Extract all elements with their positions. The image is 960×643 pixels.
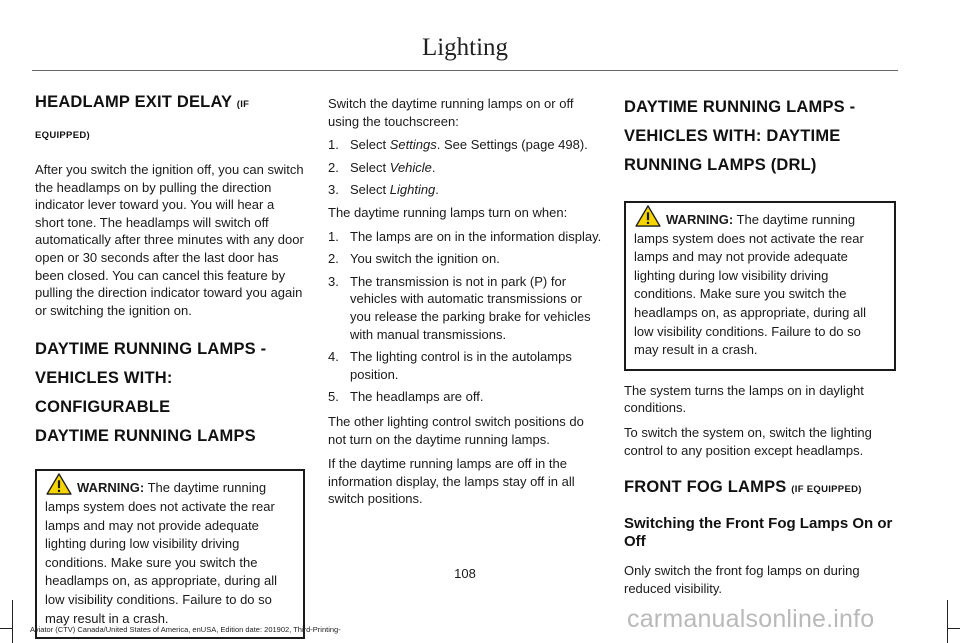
step-text: . (431, 159, 436, 175)
crop-mark (12, 600, 13, 643)
headlamp-exit-delay-paragraph: After you switch the ignition off, you can switch the headlamps on by pulling the direction indicator lever toward you. You will hear a short tone. The headlamps will switch off automatically after three minutes with any door open or 30 seconds after the last door has been closed. You can cancel this feature by pulling the direction indicator toward you again or switching the ignition on. (35, 162, 304, 318)
list-item (328, 250, 604, 268)
warning-box (35, 469, 305, 639)
warning-text: The daytime running lamps system does not activate the rear lamps and may not provide adequate lighting during low visibility driving conditions. Make sure you switch the headlamps on, as appropriate, during all low visibility conditions. Failure to do so may result in a crash. (45, 480, 277, 626)
list-item (328, 159, 604, 177)
list-item (328, 388, 604, 406)
menu-name: Settings (389, 137, 437, 153)
step-text: . (435, 182, 439, 198)
heading-configurable-drl (35, 335, 305, 451)
heading-drl (624, 93, 896, 180)
list-number: 2. (328, 251, 339, 267)
list-text: The lamps are on in the information display. (350, 228, 602, 244)
list-item (328, 181, 604, 199)
other-positions-paragraph: The other lighting control switch positions do not turn on the daytime running lamps. (328, 413, 584, 447)
heading-line: RUNNING LAMPS (DRL) (624, 156, 817, 174)
switch-on-paragraph: To switch the system on, switch the lighting control to any position except headlamps. (624, 424, 872, 458)
heading-line: DAYTIME RUNNING LAMPS - (624, 98, 856, 116)
crop-mark (947, 600, 948, 643)
list-number: 3. (328, 273, 339, 289)
list-number: 2. (328, 159, 339, 175)
step-text: Select (350, 159, 390, 175)
page-header-title: Lighting (421, 34, 509, 61)
list-item (328, 273, 604, 343)
list-text: The lighting control is in the autolamps position. (350, 349, 572, 382)
warning-triangle-icon (634, 205, 662, 227)
heading-line: VEHICLES WITH: DAYTIME (624, 127, 841, 145)
heading-front-fog-lamps (624, 473, 896, 504)
heading-text: FRONT FOG LAMPS (624, 478, 787, 497)
drl-off-paragraph: If the daytime running lamps are off in the information display, the lamps stay off in all switch positions. (328, 456, 575, 507)
header-divider (32, 70, 898, 71)
subheading-fog-switching: Switching the Front Fog Lamps On or Off (624, 515, 893, 551)
heading-text: HEADLAMP EXIT DELAY (35, 93, 232, 111)
list-text: You switch the ignition on. (350, 251, 500, 267)
menu-name: Vehicle (389, 159, 432, 175)
fog-lamps-paragraph: Only switch the front fog lamps on during reduced visibility. (624, 563, 860, 596)
daylight-paragraph: The system turns the lamps on in daylight conditions. (624, 382, 864, 416)
touchscreen-steps (328, 136, 604, 199)
page-reference: (page 498). (517, 137, 588, 153)
page-number: 108 (454, 566, 476, 581)
warning-text: The daytime running lamps system does not activate the rear lamps and may not provide adequate lighting during low visibility driving conditions. Make sure you switch the headlamps on, as appropriate, during all low visibility conditions. Failure to do so may result in a crash. (634, 212, 866, 358)
crop-mark (0, 628, 12, 629)
column-middle (328, 88, 604, 508)
list-number: 4. (328, 349, 339, 365)
list-item (328, 348, 604, 383)
warning-label: WARNING: (77, 480, 145, 496)
heading-line: VEHICLES WITH: CONFIGURABLE (35, 369, 173, 417)
heading-headlamp-exit-delay (35, 88, 305, 150)
menu-name: Lighting (389, 182, 436, 198)
heading-qualifier: (IF EQUIPPED) (35, 99, 250, 141)
heading-line: DAYTIME RUNNING LAMPS (35, 427, 256, 446)
column-left (35, 88, 305, 639)
watermark: carmanualsonline.info (627, 605, 875, 633)
list-text: The transmission is not in park (P) for vehicles with automatic transmissions or you release the parking brake for vehicles with manual transmissions. (350, 273, 591, 342)
conditions-intro: The daytime running lamps turn on when: (328, 204, 568, 220)
cross-reference-link[interactable]: Settings (470, 137, 518, 153)
list-item (328, 136, 604, 154)
heading-qualifier: (IF EQUIPPED) (791, 484, 862, 496)
heading-line: DAYTIME RUNNING LAMPS - (35, 340, 267, 359)
step-text: . See (436, 137, 471, 153)
list-number: 3. (328, 182, 339, 198)
column-right (624, 88, 896, 597)
list-number: 1. (328, 228, 339, 244)
step-text: Select (350, 182, 390, 198)
warning-box (624, 201, 896, 371)
warning-label: WARNING: (666, 212, 734, 227)
step-text: Select (350, 137, 390, 153)
list-number: 5. (328, 389, 339, 405)
touchscreen-intro: Switch the daytime running lamps on or off using the touchscreen: (328, 96, 574, 129)
warning-triangle-icon (45, 473, 73, 495)
conditions-list (328, 228, 604, 406)
edition-footer: Aviator (CTV) Canada/United States of America, enUSA, Edition date: 201902, Third-Printing- (30, 625, 341, 634)
list-item (328, 228, 604, 246)
list-text: The headlamps are off. (350, 389, 484, 405)
crop-mark (948, 628, 960, 629)
list-number: 1. (328, 137, 339, 153)
